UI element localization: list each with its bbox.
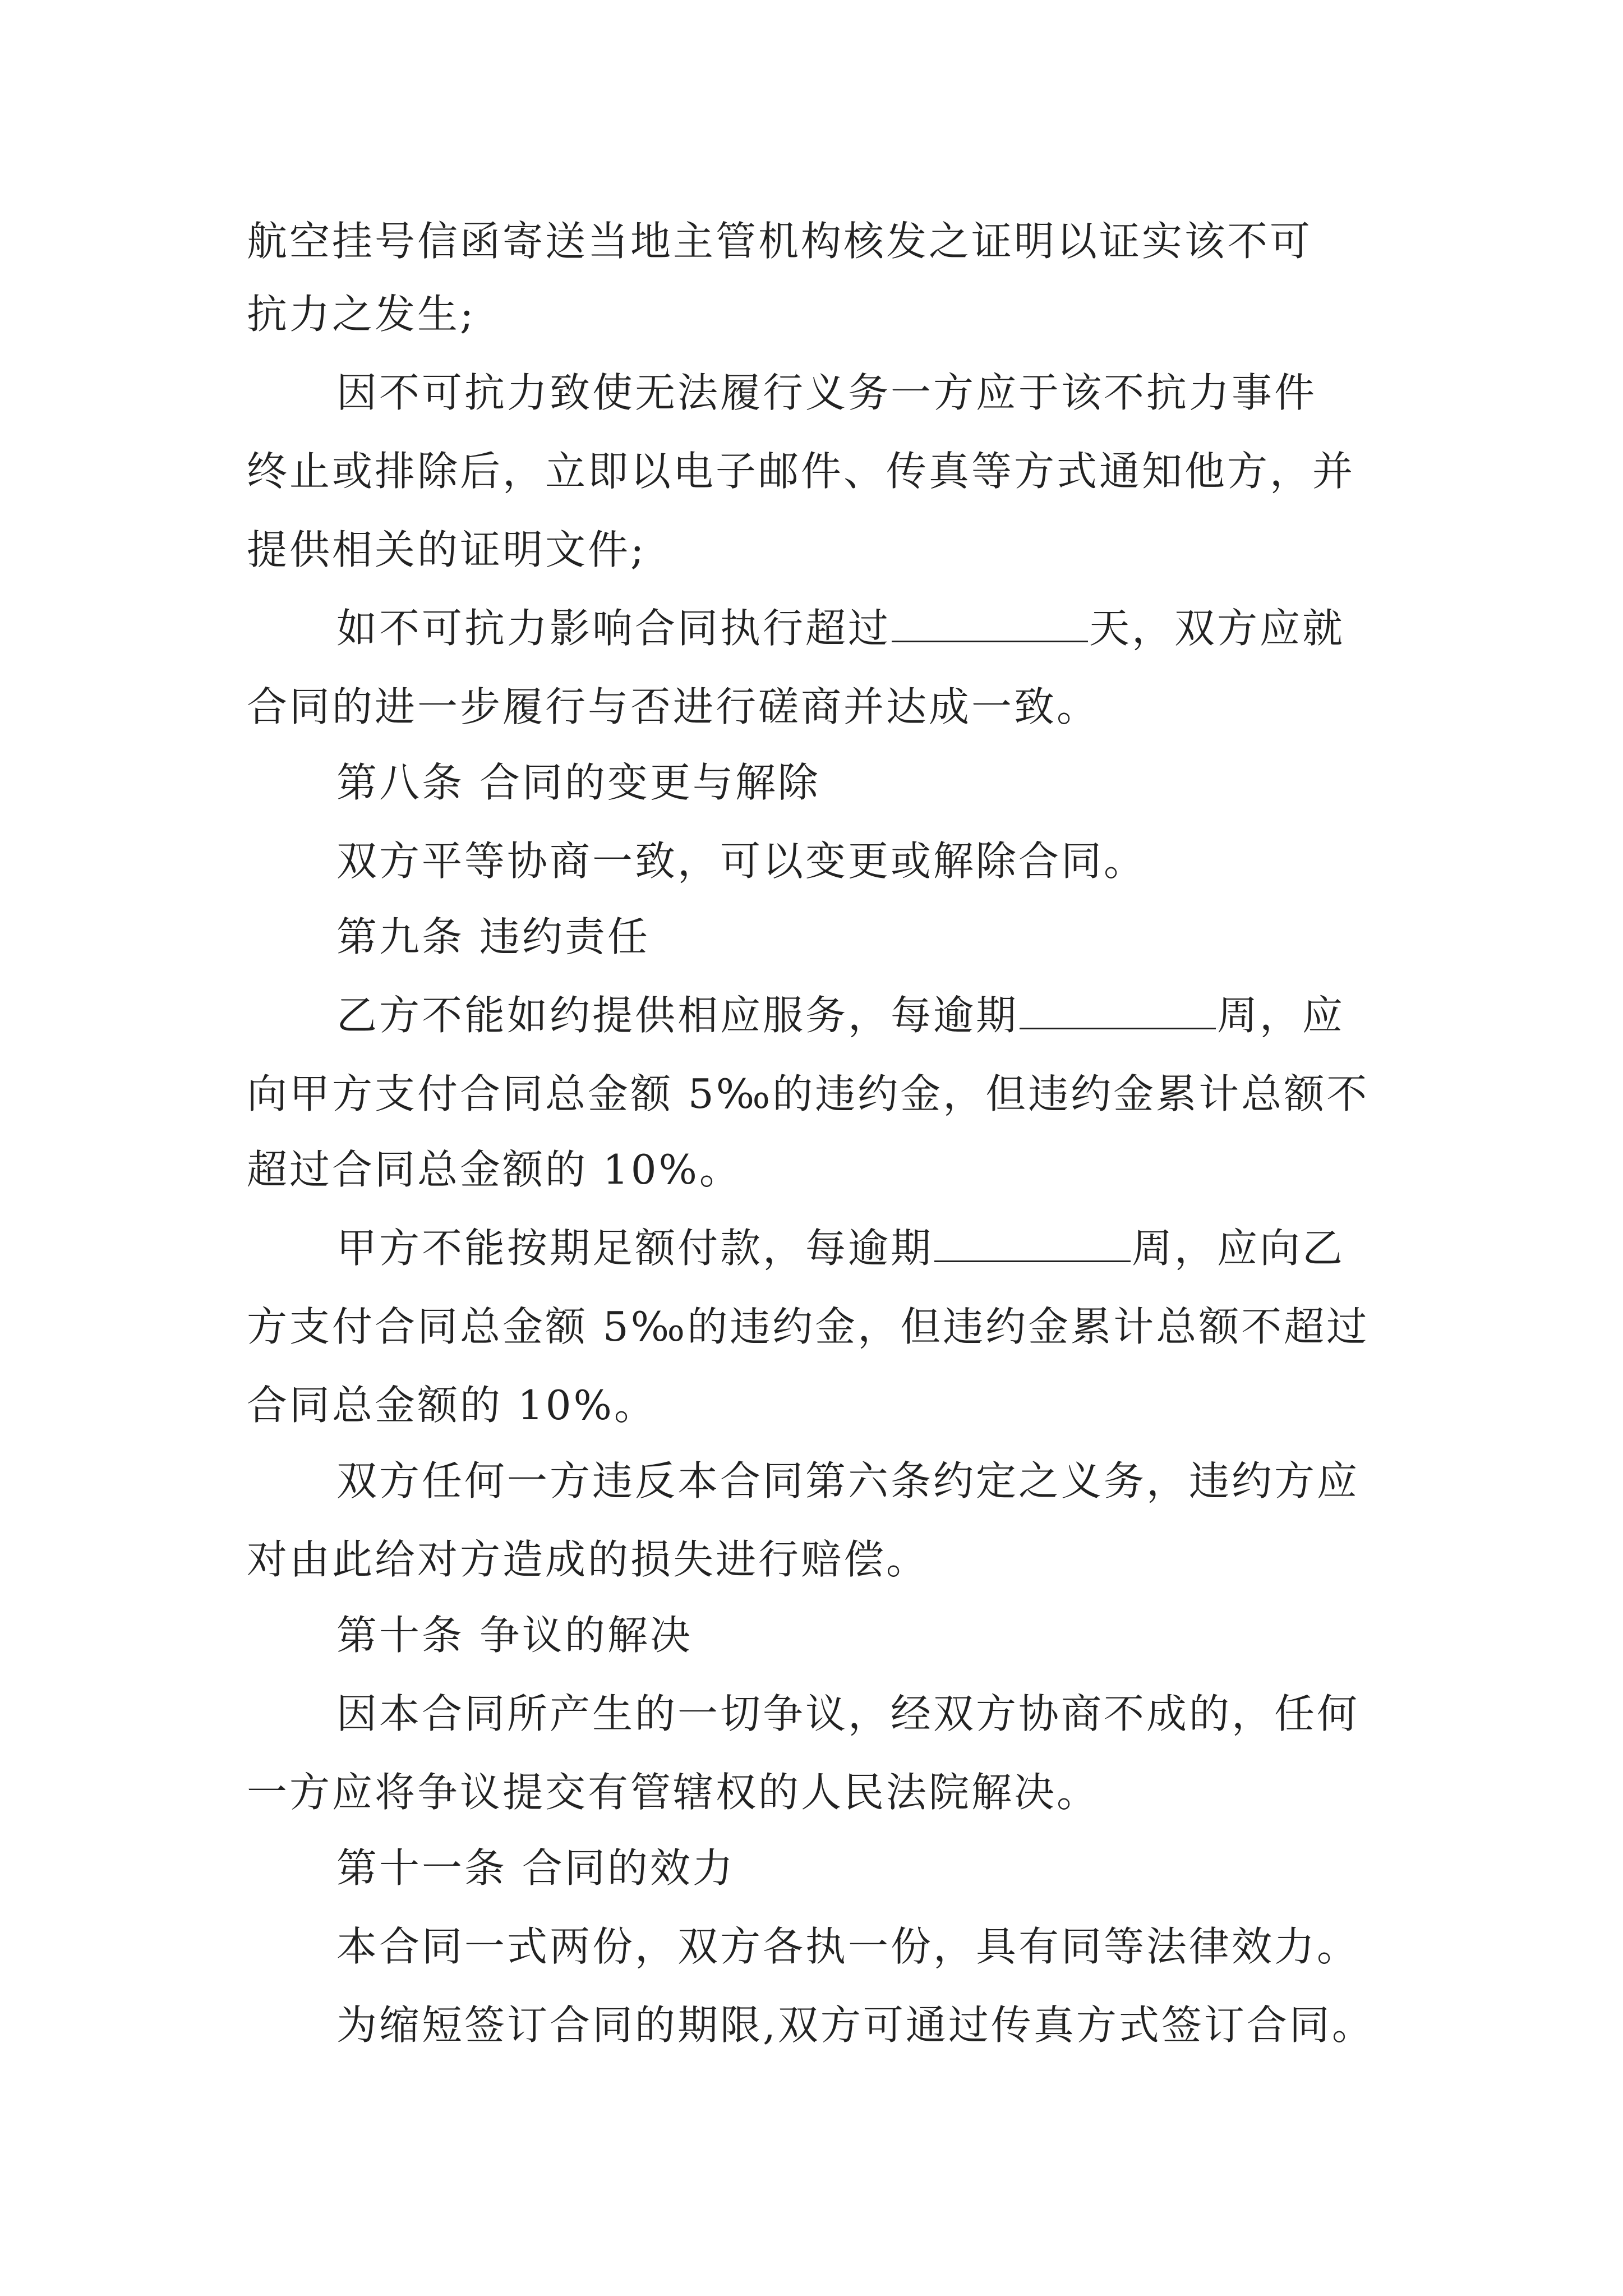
text-line-6-after: 天，双方应就 [1089,605,1345,652]
text-line-23: 本合同一式两份，双方各执一份，具有同等法律效力。 [336,1923,1360,1970]
text-line-4: 终止或排除后，立即以电子邮件、传真等方式通知他方，并 [247,448,1355,495]
article-heading-11: 第十一条 合同的效力 [336,1844,735,1892]
article-heading-9: 第九条 违约责任 [336,913,650,960]
article-heading-10: 第十条 争议的解决 [336,1612,693,1659]
text-line-14-before: 甲方不能按期足额付款，每逾期 [336,1225,934,1272]
text-line-2: 抗力之发生; [247,291,476,338]
text-line-3: 因不可抗力致使无法履行义务一方应于该不抗力事件 [336,369,1317,416]
text-line-14 [336,1220,1623,1276]
text-line-20: 因本合同所产生的一切争议，经双方协商不成的，任何 [336,1690,1360,1737]
text-line-6 [336,600,1623,656]
fill-in-blank-weeks-2[interactable] [934,1221,1131,1262]
text-line-17: 双方任何一方违反本合同第六条约定之义务，违约方应 [336,1457,1360,1504]
text-line-13: 超过合同总金额的 10%。 [247,1146,742,1193]
text-line-9: 双方平等协商一致，可以变更或解除合同。 [336,838,1147,885]
text-line-14-after: 周，应向乙 [1132,1225,1345,1272]
text-line-21: 一方应将争议提交有管辖权的人民法院解决。 [247,1769,1100,1816]
text-line-18: 对由此给对方造成的损失进行赔偿。 [247,1536,929,1583]
article-heading-8: 第八条 合同的变更与解除 [336,759,820,806]
text-line-11 [336,987,1623,1043]
text-line-15: 方支付合同总金额 5‰的违约金，但违约金累计总额不超过 [247,1303,1370,1350]
text-line-16: 合同总金额的 10%。 [247,1382,657,1429]
text-line-5: 提供相关的证明文件; [247,526,647,573]
fill-in-blank-weeks-1[interactable] [1020,988,1216,1029]
fill-in-blank-days[interactable] [892,601,1088,642]
text-line-24: 为缩短签订合同的期限,双方可通过传真方式签订合同。 [336,2001,1375,2049]
text-line-11-before: 乙方不能如约提供相应服务，每逾期 [336,992,1019,1039]
text-line-7: 合同的进一步履行与否进行磋商并达成一致。 [247,683,1100,730]
text-line-12: 向甲方支付合同总金额 5‰的违约金，但违约金累计总额不 [247,1070,1370,1117]
text-line-6-before: 如不可抗力影响合同执行超过 [336,605,891,652]
text-line-1: 航空挂号信函寄送当地主管机构核发之证明以证实该不可 [247,218,1313,265]
text-line-11-after: 周，应 [1217,992,1345,1039]
